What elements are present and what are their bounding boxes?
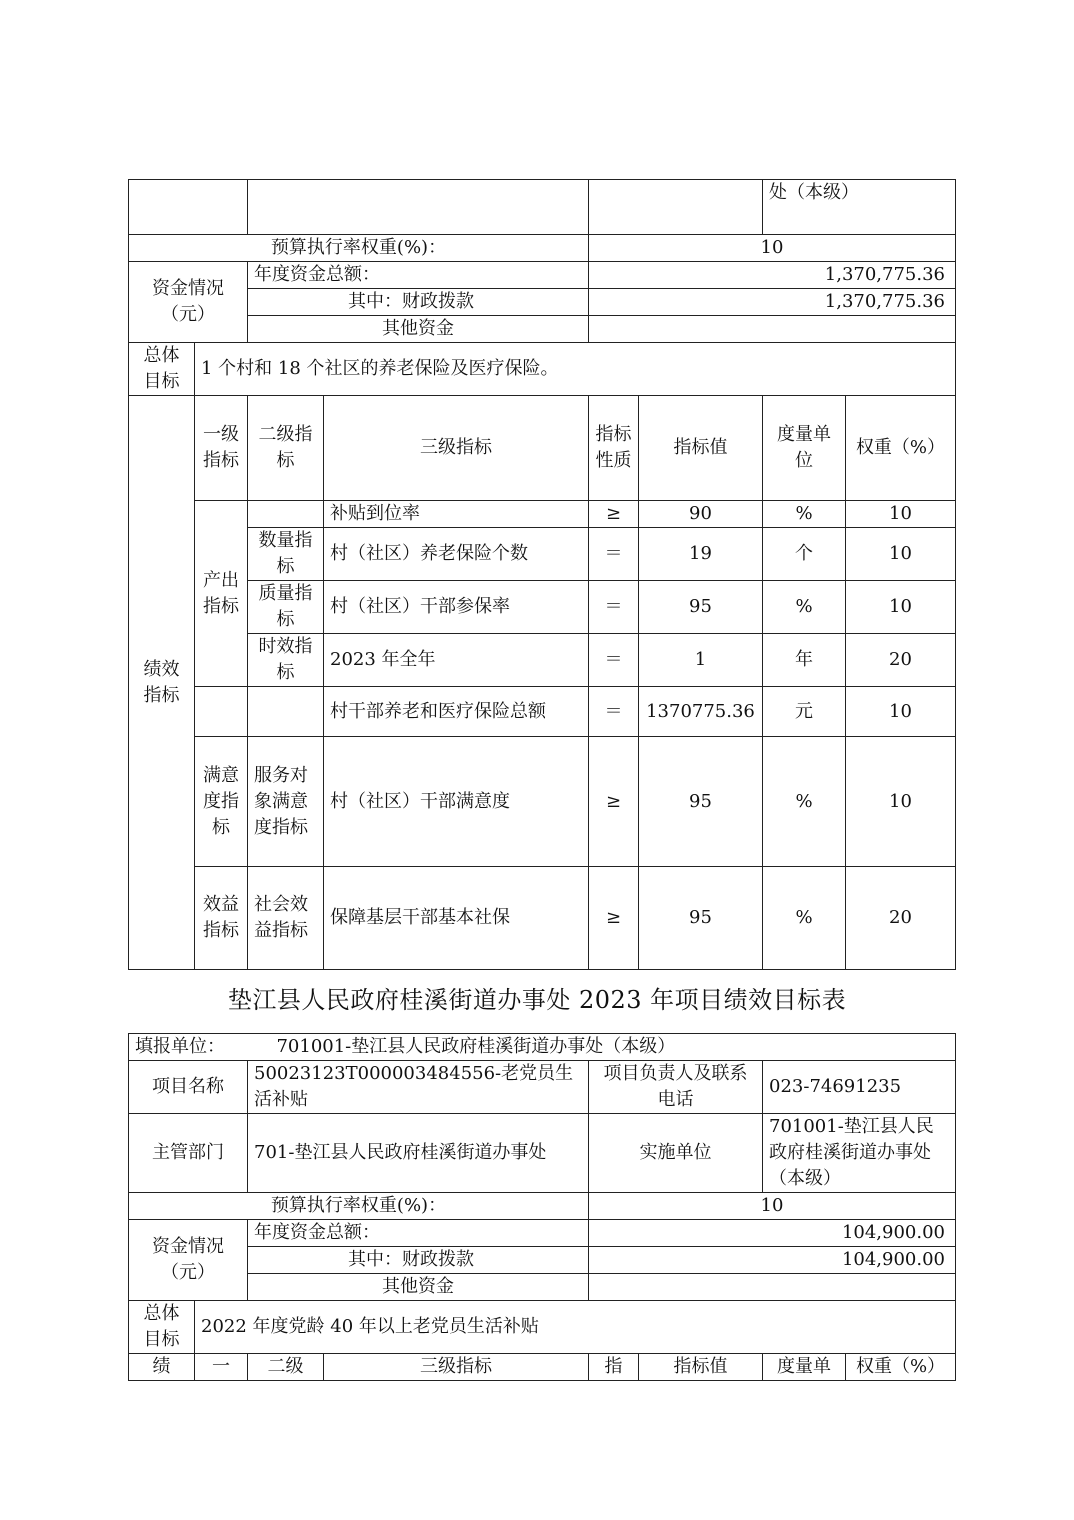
- level2-cell: 社会效益指标: [248, 867, 324, 970]
- nature-cell: ＝: [589, 581, 639, 634]
- funds-label: 资金情况（元）: [129, 1220, 248, 1301]
- unit-cell: %: [763, 867, 846, 970]
- weight-cell: 10: [846, 581, 956, 634]
- nature-cell: ＝: [589, 634, 639, 687]
- weight-cell: 10: [846, 501, 956, 528]
- value-cell: 19: [639, 528, 763, 581]
- level3-cell: 补贴到位率: [324, 501, 589, 528]
- performance-table-2: [128, 1033, 956, 1381]
- header-level3: 三级指标: [324, 1354, 589, 1381]
- annual-total-label: 年度资金总额：: [248, 1220, 589, 1247]
- overall-goal-label: 总体目标: [129, 343, 195, 396]
- overall-goal-value: 2022 年度党龄 40 年以上老党员生活补贴: [195, 1301, 956, 1354]
- unit-cell: %: [763, 501, 846, 528]
- weight-cell: 10: [846, 737, 956, 867]
- table-row: [129, 501, 956, 528]
- header-value: 指标值: [639, 396, 763, 501]
- level3-cell: 村（社区）干部参保率: [324, 581, 589, 634]
- unit-cell: %: [763, 581, 846, 634]
- header-level2: 二级: [248, 1354, 324, 1381]
- project-contact-label: 项目负责人及联系电话: [589, 1061, 763, 1114]
- table-row: [129, 581, 956, 634]
- level3-cell: 2023 年全年: [324, 634, 589, 687]
- satisfaction-indicator-label: 满意度指标: [195, 737, 248, 867]
- empty-cell: [129, 180, 248, 235]
- level3-cell: 村（社区）干部满意度: [324, 737, 589, 867]
- overall-goal-value: 1 个村和 18 个社区的养老保险及医疗保险。: [195, 343, 956, 396]
- other-funds-value: [589, 316, 956, 343]
- level3-cell: 村干部养老和医疗保险总额: [324, 687, 589, 737]
- weight-cell: 20: [846, 867, 956, 970]
- unit-cell: %: [763, 737, 846, 867]
- level2-cell: 时效指标: [248, 634, 324, 687]
- level3-cell: 保障基层干部基本社保: [324, 867, 589, 970]
- value-cell: 95: [639, 581, 763, 634]
- impl-unit-tail: 处（本级）: [763, 180, 956, 235]
- unit-cell: 个: [763, 528, 846, 581]
- reporting-unit-row: [129, 1034, 956, 1061]
- nature-cell: ≥: [589, 501, 639, 528]
- unit-cell: 年: [763, 634, 846, 687]
- budget-weight-label: 预算执行率权重(%)：: [129, 235, 589, 262]
- budget-weight-label: 预算执行率权重(%)：: [129, 1193, 589, 1220]
- level2-cell: 质量指标: [248, 581, 324, 634]
- level2-cell: 数量指标: [248, 528, 324, 581]
- other-funds-value: [589, 1274, 956, 1301]
- page-title: 垫江县人民政府桂溪街道办事处 2023 年项目绩效目标表: [227, 986, 847, 1014]
- table-row: [129, 867, 956, 970]
- fiscal-label: 其中：财政拨款: [248, 1247, 589, 1274]
- annual-total-value: 1,370,775.36: [589, 262, 956, 289]
- header-nature: 指: [589, 1354, 639, 1381]
- table-row: [129, 687, 956, 737]
- output-indicator-label: 产出指标: [195, 501, 248, 687]
- unit-cell: 元: [763, 687, 846, 737]
- impl-unit-value: 701001-垫江县人民政府桂溪街道办事处（本级）: [763, 1114, 956, 1193]
- header-nature: 指标性质: [589, 396, 639, 501]
- level2-cell: 服务对象满意度指标: [248, 737, 324, 867]
- header-perf: 绩: [129, 1354, 195, 1381]
- dept-value: 701-垫江县人民政府桂溪街道办事处: [248, 1114, 589, 1193]
- level2-cell: [248, 501, 324, 528]
- other-funds-label: 其他资金: [248, 316, 589, 343]
- header-level2: 二级指标: [248, 396, 324, 501]
- overall-goal-label: 总体目标: [129, 1301, 195, 1354]
- header-level1: 一: [195, 1354, 248, 1381]
- header-weight: 权重（%）: [846, 396, 956, 501]
- value-cell: 1370775.36: [639, 687, 763, 737]
- table-row: [129, 737, 956, 867]
- empty-cell: [589, 180, 763, 235]
- annual-total-label: 年度资金总额：: [248, 262, 589, 289]
- level3-cell: 村（社区）养老保险个数: [324, 528, 589, 581]
- weight-cell: 10: [846, 528, 956, 581]
- header-level3: 三级指标: [324, 396, 589, 501]
- project-name-label: 项目名称: [129, 1061, 248, 1114]
- other-funds-label: 其他资金: [248, 1274, 589, 1301]
- dept-label: 主管部门: [129, 1114, 248, 1193]
- value-cell: 95: [639, 737, 763, 867]
- empty-cell: [195, 687, 248, 737]
- header-unit: 度量单位: [763, 396, 846, 501]
- nature-cell: ≥: [589, 737, 639, 867]
- header-value: 指标值: [639, 1354, 763, 1381]
- perf-indicator-label: 绩效指标: [129, 396, 195, 970]
- funds-label: 资金情况（元）: [129, 262, 248, 343]
- budget-weight-value: 10: [589, 1193, 956, 1220]
- weight-cell: 10: [846, 687, 956, 737]
- table-row: [129, 634, 956, 687]
- table-row: [129, 528, 956, 581]
- fiscal-label: 其中：财政拨款: [248, 289, 589, 316]
- nature-cell: ＝: [589, 687, 639, 737]
- header-level1: 一级指标: [195, 396, 248, 501]
- header-weight: 权重（%）: [846, 1354, 956, 1381]
- level2-cell: [248, 687, 324, 737]
- nature-cell: ＝: [589, 528, 639, 581]
- value-cell: 90: [639, 501, 763, 528]
- budget-weight-value: 10: [589, 235, 956, 262]
- benefit-indicator-label: 效益指标: [195, 867, 248, 970]
- nature-cell: ≥: [589, 867, 639, 970]
- weight-cell: 20: [846, 634, 956, 687]
- fiscal-value: 1,370,775.36: [589, 289, 956, 316]
- project-name-value: 50023123T000003484556-老党员生活补贴: [248, 1061, 589, 1114]
- value-cell: 1: [639, 634, 763, 687]
- header-unit: 度量单: [763, 1354, 846, 1381]
- performance-table-1: [128, 179, 956, 970]
- fiscal-value: 104,900.00: [589, 1247, 956, 1274]
- empty-cell: [248, 180, 589, 235]
- project-contact-value: 023-74691235: [763, 1061, 956, 1114]
- annual-total-value: 104,900.00: [589, 1220, 956, 1247]
- reporting-unit-label: 填报单位：: [135, 1036, 225, 1057]
- value-cell: 95: [639, 867, 763, 970]
- reporting-unit-value: 701001-垫江县人民政府桂溪街道办事处（本级）: [276, 1036, 676, 1057]
- impl-unit-label: 实施单位: [589, 1114, 763, 1193]
